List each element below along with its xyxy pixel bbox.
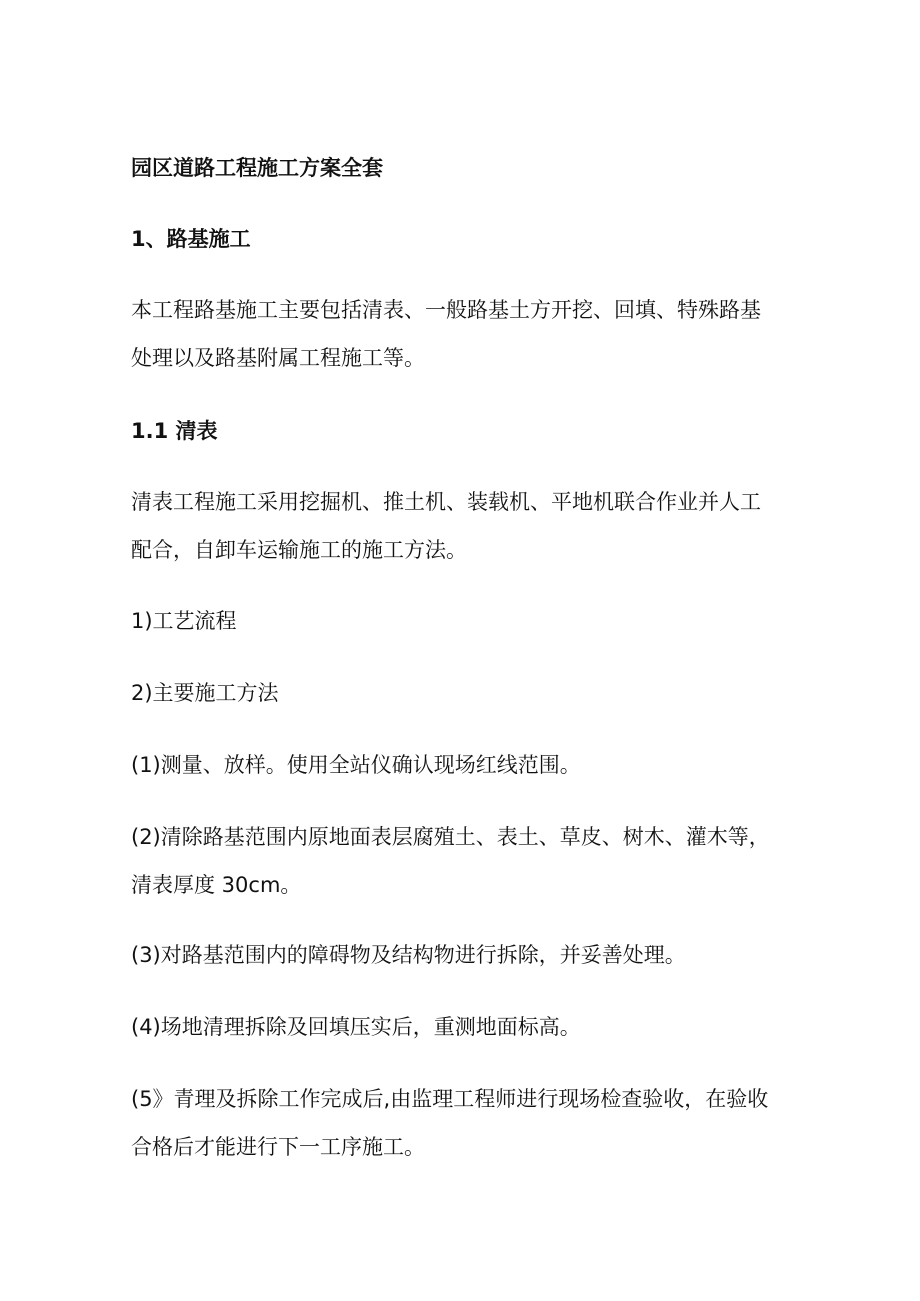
section-heading-1: 1、路基施工 [131,227,251,251]
section-heading-1-1: 1.1 清表 [131,419,218,443]
paragraph-line: 清表厚度 30cm。 [131,873,302,897]
step-1-survey: (1)测量、放样。使用全站仪确认现场红线范围。 [131,753,581,777]
paragraph-line: (5》青理及拆除工作完成后,由监理工程师进行现场检查验收，在验收 [131,1087,769,1111]
section-1-1-intro-paragraph [131,478,801,574]
step-4-elevation: (4)场地清理拆除及回填压实后，重测地面标高。 [131,1015,581,1039]
item-main-methods: 2)主要施工方法 [131,681,279,705]
section-1-intro-paragraph [131,286,801,382]
step-3-obstacles: (3)对路基范围内的障碍物及结构物进行拆除，并妥善处理。 [131,943,686,967]
paragraph-line: 处理以及路基附属工程施工等。 [131,346,425,370]
paragraph-line: 清表工程施工采用挖掘机、推土机、装载机、平地机联合作业并人工 [131,490,761,514]
paragraph-line: 合格后才能进行下一工序施工。 [131,1135,425,1159]
paragraph-line: 配合，自卸车运输施工的施工方法。 [131,538,467,562]
item-process-flow: 1)工艺流程 [131,609,237,633]
step-2-clearing-paragraph [131,813,801,909]
step-5-inspection-paragraph [131,1075,801,1171]
paragraph-line: (2)清除路基范围内原地面表层腐殖土、表土、草皮、树木、灌木等， [131,825,770,849]
document-title: 园区道路工程施工方案全套 [131,156,383,180]
paragraph-line: 本工程路基施工主要包括清表、一般路基土方开挖、回填、特殊路基 [131,298,761,322]
